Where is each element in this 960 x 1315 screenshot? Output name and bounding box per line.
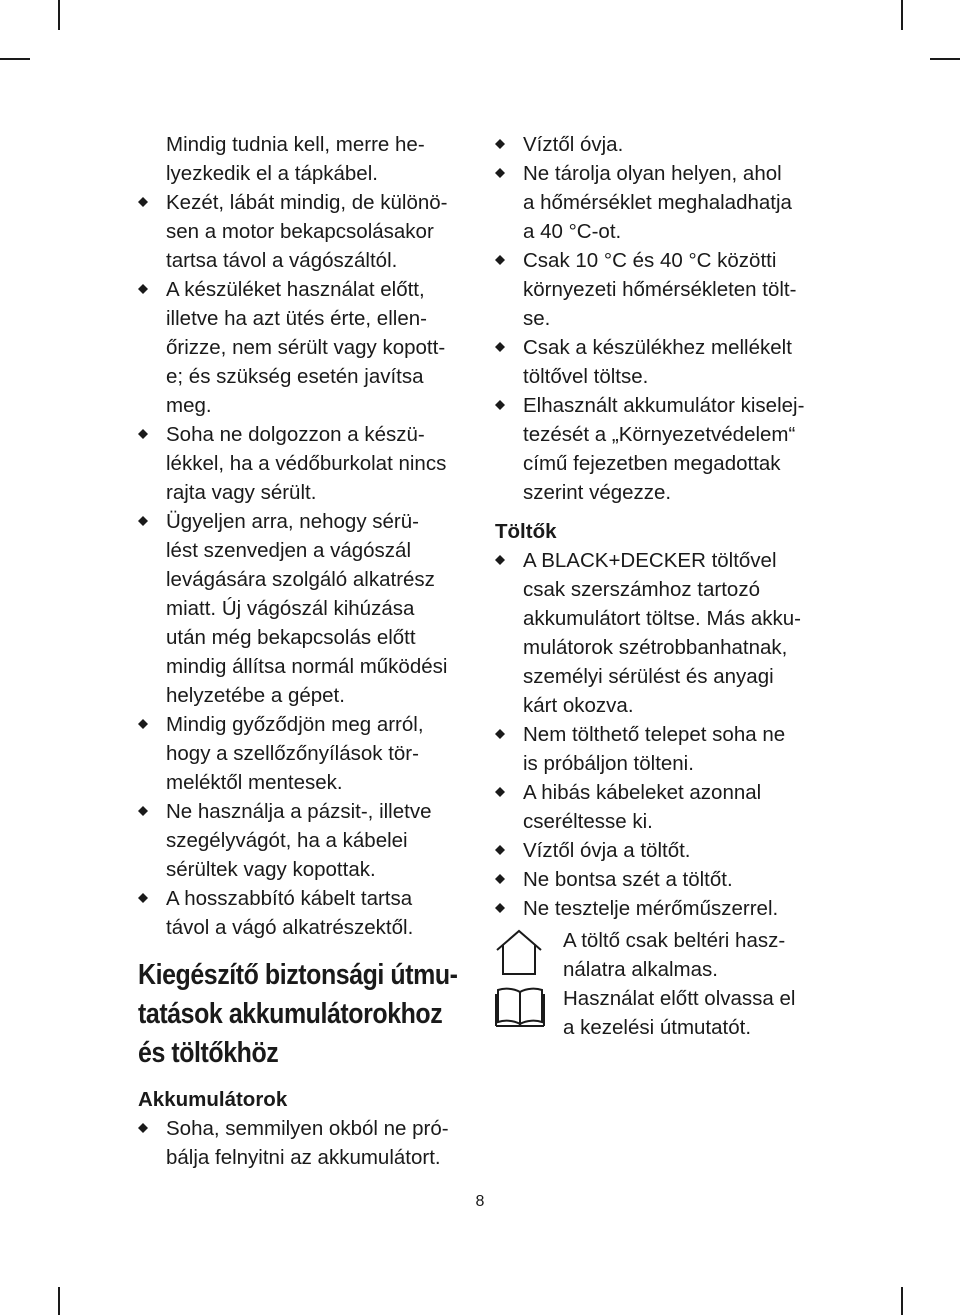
list-item <box>138 797 468 884</box>
bullet-diamond-icon <box>495 845 505 855</box>
list-item <box>138 420 468 507</box>
text-line: tezését a „Környezetvédelem“ <box>523 423 796 446</box>
text-line: cseréltesse ki. <box>523 810 653 833</box>
section-title-line: Kiegészítő biztonsági útmu- <box>138 959 458 991</box>
text-line: A készüléket használat előtt, <box>166 278 425 301</box>
section-title-line: és töltőkhöz <box>138 1037 279 1069</box>
text-line: A hibás kábeleket azonnal <box>523 781 762 804</box>
text-line: Soha, semmilyen okból ne pró- <box>166 1117 449 1140</box>
text-line: csak szerszámhoz tartozó <box>523 578 760 601</box>
list-item <box>495 836 830 865</box>
bullet-diamond-icon <box>495 874 505 884</box>
subheading-batteries: Akkumulátorok <box>138 1088 288 1111</box>
text-line: levágására szolgáló alkatrész <box>166 568 435 591</box>
list-item <box>495 159 830 246</box>
list-item <box>495 865 830 894</box>
text-line: Ügyeljen arra, nehogy sérü- <box>166 510 419 533</box>
bullet-list <box>138 188 468 942</box>
text-line: e; és szükség esetén javítsa <box>166 365 424 388</box>
text-line: Soha ne dolgozzon a készü- <box>166 423 425 446</box>
text-line: szerint végezze. <box>523 481 672 504</box>
bullet-list <box>138 1114 468 1172</box>
text-line: miatt. Új vágószál kihúzása <box>166 597 415 620</box>
text-line: Csak 10 °C és 40 °C közötti <box>523 249 777 272</box>
text-line: szegélyvágót, ha a kábelei <box>166 829 408 852</box>
bullet-diamond-icon <box>138 429 148 439</box>
text-line: nálatra alkalmas. <box>563 958 718 981</box>
text-line: bálja felnyitni az akkumulátort. <box>166 1146 441 1169</box>
crop-mark <box>901 0 903 30</box>
list-item <box>138 275 468 420</box>
bullet-diamond-icon <box>138 893 148 903</box>
bullet-diamond-icon <box>495 342 505 352</box>
crop-mark <box>930 58 960 60</box>
icon-note-read-manual <box>495 984 830 1042</box>
bullet-diamond-icon <box>138 719 148 729</box>
house-icon <box>495 928 543 981</box>
list-item <box>138 1114 468 1172</box>
list-item <box>495 391 830 507</box>
section-title-line: tatások akkumulátorokhoz <box>138 998 443 1030</box>
bullet-diamond-icon <box>138 806 148 816</box>
text-line: rajta vagy sérült. <box>166 481 317 504</box>
text-line: távol a vágó alkatrészektől. <box>166 916 414 939</box>
list-item <box>495 246 830 333</box>
text-line: Ne tesztelje mérőműszerrel. <box>523 897 779 920</box>
list-item <box>495 333 830 391</box>
bullet-list <box>495 546 830 923</box>
crop-mark <box>58 1287 60 1315</box>
list-item <box>138 188 468 275</box>
bullet-diamond-icon <box>495 168 505 178</box>
bullet-diamond-icon <box>495 903 505 913</box>
bullet-diamond-icon <box>495 787 505 797</box>
list-item <box>495 720 830 778</box>
right-column <box>495 130 830 1042</box>
open-book-icon <box>495 986 545 1033</box>
section-title <box>138 956 458 1073</box>
text-line: A hosszabbító kábelt tartsa <box>166 887 413 910</box>
left-column <box>138 130 468 1172</box>
text-line: Víztől óvja a töltőt. <box>523 839 691 862</box>
text-line: Nem tölthető telepet soha ne <box>523 723 786 746</box>
text-line: meléktől mentesek. <box>166 771 343 794</box>
text-line: a 40 °C-ot. <box>523 220 622 243</box>
text-line: sen a motor bekapcsolásakor <box>166 220 434 243</box>
bullet-diamond-icon <box>138 1123 148 1133</box>
text-line: Mindig győződjön meg arról, <box>166 713 424 736</box>
text-line: Víztől óvja. <box>523 133 624 156</box>
text-line: Ne használja a pázsit-, illetve <box>166 800 432 823</box>
list-item <box>495 894 830 923</box>
list-item <box>495 778 830 836</box>
icon-note-indoor <box>495 926 830 984</box>
text-line: A BLACK+DECKER töltővel <box>523 549 777 572</box>
text-line: töltővel töltse. <box>523 365 649 388</box>
text-line: Kezét, lábát mindig, de különö- <box>166 191 448 214</box>
text-line: lést szenvedjen a vágószál <box>166 539 412 562</box>
bullet-diamond-icon <box>138 284 148 294</box>
text-line: környezeti hőmérsékleten tölt- <box>523 278 797 301</box>
bullet-list <box>495 130 830 507</box>
list-item <box>495 130 830 159</box>
text-line: sérültek vagy kopottak. <box>166 858 376 881</box>
text-line: se. <box>523 307 551 330</box>
text-line: Mindig tudnia kell, merre he- <box>166 133 425 156</box>
text-line: hogy a szellőzőnyílások tör- <box>166 742 419 765</box>
bullet-diamond-icon <box>138 197 148 207</box>
text-line: A töltő csak beltéri hasz- <box>563 929 786 952</box>
text-line: személyi sérülést és anyagi <box>523 665 774 688</box>
text-line: a hőmérséklet meghaladhatja <box>523 191 792 214</box>
crop-mark <box>901 1287 903 1315</box>
text-line: is próbáljon tölteni. <box>523 752 694 775</box>
bullet-diamond-icon <box>495 255 505 265</box>
text-line: illetve ha azt ütés érte, ellen- <box>166 307 427 330</box>
text-line: helyzetébe a gépet. <box>166 684 345 707</box>
subheading-chargers: Töltők <box>495 520 557 543</box>
intro-paragraph <box>138 130 468 188</box>
bullet-diamond-icon <box>495 555 505 565</box>
text-line: című fejezetben megadottak <box>523 452 781 475</box>
crop-mark <box>0 58 30 60</box>
text-line: őrizze, nem sérült vagy kopott- <box>166 336 446 359</box>
text-line: mindig állítsa normál működési <box>166 655 448 678</box>
text-line: meg. <box>166 394 212 417</box>
crop-mark <box>58 0 60 30</box>
text-line: kárt okozva. <box>523 694 634 717</box>
text-line: Ne tárolja olyan helyen, ahol <box>523 162 782 185</box>
text-line: mulátorok szétrobbanhatnak, <box>523 636 788 659</box>
bullet-diamond-icon <box>138 516 148 526</box>
page-number: 8 <box>475 1193 485 1210</box>
list-item <box>138 507 468 710</box>
bullet-diamond-icon <box>495 400 505 410</box>
text-line: lékkel, ha a védőburkolat nincs <box>166 452 447 475</box>
bullet-diamond-icon <box>495 729 505 739</box>
text-line: Használat előtt olvassa el <box>563 987 796 1010</box>
text-line: után még bekapcsolás előtt <box>166 626 416 649</box>
text-line: akkumulátort töltse. Más akku- <box>523 607 801 630</box>
text-line: Ne bontsa szét a töltőt. <box>523 868 733 891</box>
text-line: tartsa távol a vágószáltól. <box>166 249 398 272</box>
list-item <box>495 546 830 720</box>
bullet-diamond-icon <box>495 139 505 149</box>
text-line: Csak a készülékhez mellékelt <box>523 336 792 359</box>
list-item <box>138 884 468 942</box>
text-line: a kezelési útmutatót. <box>563 1016 752 1039</box>
text-line: Elhasznált akkumulátor kiselej- <box>523 394 805 417</box>
list-item <box>138 710 468 797</box>
text-line: lyezkedik el a tápkábel. <box>166 162 378 185</box>
